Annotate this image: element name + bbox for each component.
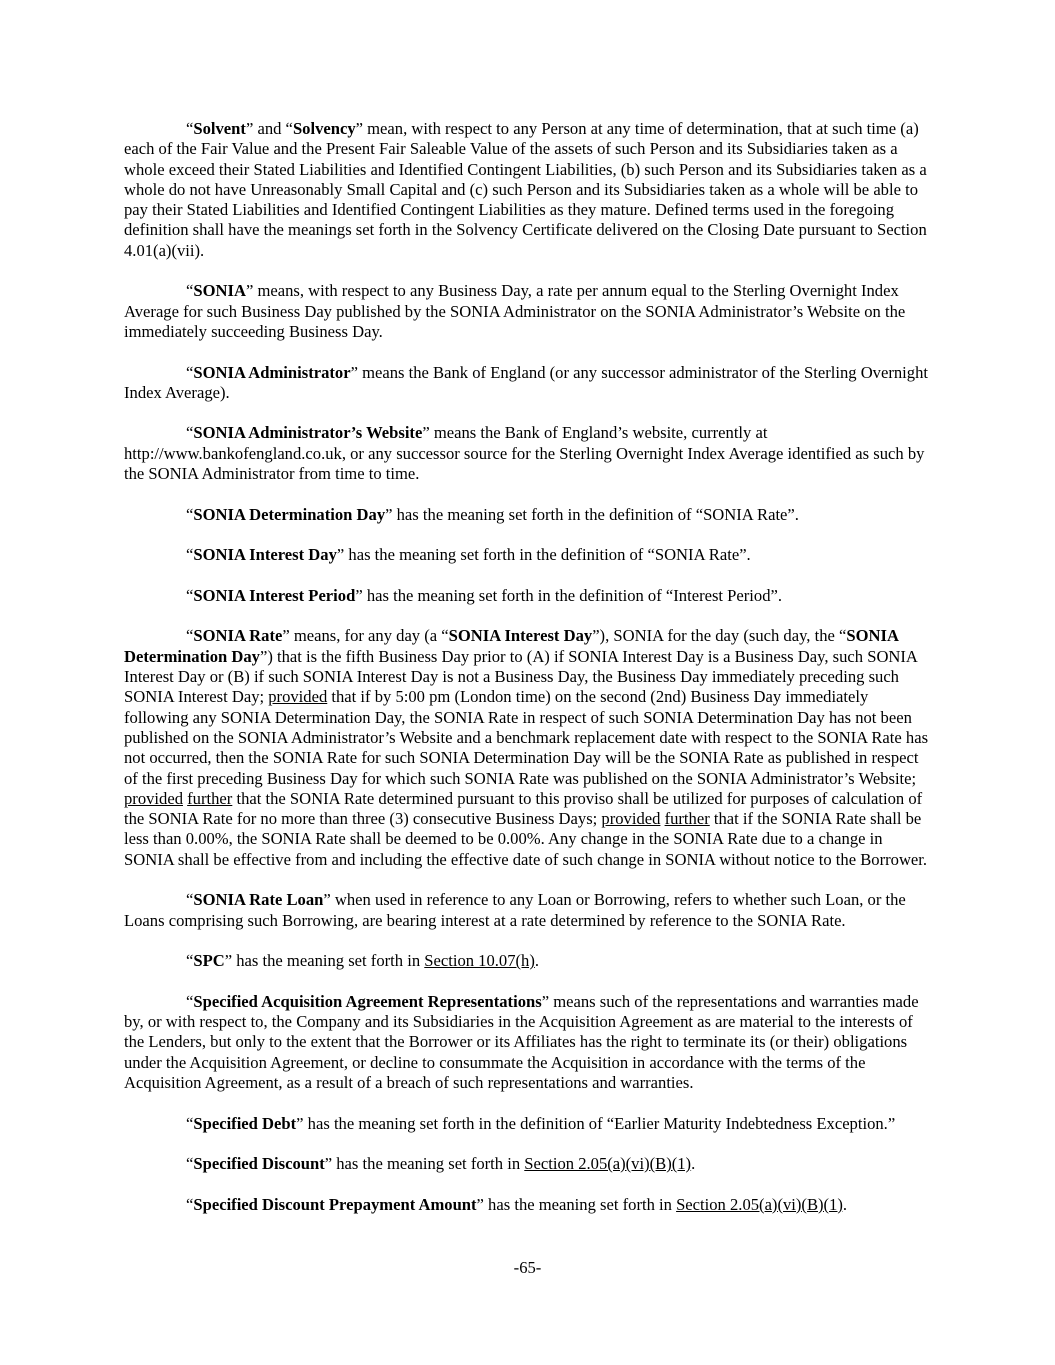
text-run: that if by 5:00 pm (London time) on the second (2nd) Business Day immediately following any SONIA Determination Day, the SONIA Rate in respect of such SONIA Determination Day has not been published on the SONIA Administrator’s Website and a benchmark replacement date with respect to the SONIA Rate has not occurred, then the SONIA Rate for such SONIA Determination Day will be the SONIA Rate as published in respect of the first preceding Business Day for which such SONIA Rate was published on the SONIA Administrator’s Website;: [124, 687, 929, 788]
text-run: provided: [268, 687, 328, 707]
text-run: SONIA Rate Loan: [193, 890, 324, 910]
definition-sonia-interest-period: [124, 586, 931, 606]
text-run: “: [186, 626, 194, 646]
definition-solvent: [124, 119, 931, 261]
text-run: “: [186, 119, 194, 138]
text-run: ”) that is the fifth Business Day prior to (A) if SONIA Interest Day is a Business Day, such SONIA Interest Day or (B) if such SONIA Interest Day is not a Business Day, the Business Day immediately preceding such SONIA Interest Day;: [124, 646, 918, 707]
text-run: Specified Acquisition Agreement Representations: [193, 991, 542, 1011]
text-run: SONIA Interest Day: [448, 626, 593, 646]
text-run: ” has the meaning set forth in: [324, 1154, 525, 1174]
definition-sonia-administrators-website: [124, 423, 931, 484]
text-run: “: [186, 1113, 194, 1133]
definition-sonia-administrator: [124, 363, 931, 404]
text-run: ”), SONIA for the day (such day, the “: [592, 626, 847, 646]
text-run: ” has the meaning set forth in the definition of “SONIA Rate”.: [336, 545, 751, 565]
definition-specified-discount: [124, 1154, 931, 1174]
text-run: Specified Debt: [193, 1113, 297, 1133]
definition-sonia-determination-day: [124, 505, 931, 525]
text-run: “: [186, 890, 194, 910]
text-run: “: [186, 1154, 194, 1174]
text-run: ” means, for any day (a “: [282, 626, 449, 646]
text-run: SONIA Determination Day: [193, 504, 386, 524]
text-run: “: [186, 545, 194, 565]
text-run: ” when used in reference to any Loan or Borrowing, refers to whether such Loan, or the Loans comprising such Borrowing, are bearing interest at a rate determined by reference to the SONIA Rate.: [124, 890, 906, 930]
text-run: ” has the meaning set forth in: [476, 1194, 677, 1214]
text-run: ” has the meaning set forth in the definition of “SONIA Rate”.: [385, 504, 799, 524]
text-run: .: [691, 1154, 696, 1174]
text-run: SPC: [193, 951, 225, 971]
text-run: Section 2.05(a)(vi)(B)(1): [676, 1194, 843, 1214]
text-run: Specified Discount Prepayment Amount: [193, 1194, 477, 1214]
text-run: SONIA Interest Day: [193, 545, 337, 565]
page-number: -65-: [513, 1258, 542, 1277]
text-run: ” mean, with respect to any Person at any time of determination, that at such time (a) each of the Fair Value and the Present Fair Saleable Value of the assets of such Person and its Subsidiaries taken as a whole exceed their Stated Liabilities and Identified Contingent Liabilities, (b) such Person and its Subsidiaries taken as a whole do not have Unreasonably Small Capital and (c) such Person and its Subsidiaries taken as a whole will be able to pay their Stated Liabilities and Identified Contingent Liabilities as they mature. Defined terms used in the foregoing definition shall have the meanings set forth in the Solvency Certificate delivered on the Closing Date pursuant to Section 4.01(a)(vii).: [124, 119, 927, 260]
text-run: that the SONIA Rate determined pursuant to this proviso shall be utilized for purposes of calculation of the SONIA Rate for no more than three (3) consecutive Business Days;: [124, 788, 923, 829]
text-run: “: [186, 362, 194, 382]
definition-spc: [124, 951, 931, 971]
text-run: Section 10.07(h): [424, 951, 535, 971]
text-run: ” has the meaning set forth in the definition of “Interest Period”.: [355, 585, 783, 605]
text-run: ” has the meaning set forth in the definition of “Earlier Maturity Indebtedness Exception.”: [296, 1113, 896, 1133]
text-run: SONIA Interest Period: [193, 585, 356, 605]
text-run: “: [186, 991, 194, 1011]
text-run: ” and “: [245, 119, 293, 138]
text-run: “: [186, 281, 194, 301]
text-run: Solvent: [193, 119, 246, 138]
definition-sonia-rate: [124, 626, 931, 870]
text-run: SONIA: [193, 281, 246, 301]
definition-sonia-rate-loan: [124, 890, 931, 931]
text-run: .: [534, 951, 540, 971]
text-run: “: [186, 951, 194, 971]
definition-specified-discount-prepayment-amount: [124, 1195, 931, 1215]
text-run: SONIA Administrator’s Website: [193, 423, 423, 443]
text-run: ” has the meaning set forth in: [224, 951, 425, 971]
text-run: ” means such of the representations and warranties made by, or with respect to, the Company and its Subsidiaries in the Acquisition Agreement as are material to the interests of the Lenders, but only to the extent that the Borrower or its Affiliates has the right to terminate its (or their) obligations under the Acquisition Agreement, or decline to consummate the Acquisition in accordance with the terms of the Acquisition Agreement, as a result of a breach of such representations and warranties.: [124, 991, 919, 1092]
definition-sonia: [124, 281, 931, 342]
text-run: Solvency: [292, 119, 356, 138]
text-run: further: [187, 788, 233, 808]
text-run: “: [186, 504, 194, 524]
text-run: SONIA Administrator: [193, 362, 351, 382]
text-run: ” means the Bank of England’s website, currently at http://www.bankofengland.co.uk, or any successor source for the Sterling Overnight Index Average identified as such by the SONIA Administrator from time to time.: [124, 423, 925, 484]
definition-specified-acquisition-agreement-representations: [124, 992, 931, 1093]
definition-sonia-interest-day: [124, 545, 931, 565]
definition-specified-debt: [124, 1114, 931, 1134]
text-run: that if the SONIA Rate shall be less than 0.00%, the SONIA Rate shall be deemed to be 0.00%. Any change in the SONIA Rate due to a change in SONIA shall be effective from and including the effective date of such change in SONIA without notice to the Borrower.: [124, 809, 928, 869]
text-run: “: [186, 423, 194, 443]
text-run: SONIA Rate: [193, 626, 283, 646]
text-run: Specified Discount: [193, 1154, 325, 1174]
text-run: provided: [124, 788, 183, 808]
text-run: SONIA Determination Day: [124, 626, 899, 666]
text-run: further: [664, 809, 710, 829]
text-run: “: [186, 1194, 194, 1214]
document-body: [124, 119, 931, 1215]
text-run: .: [842, 1194, 848, 1214]
text-run: ” means the Bank of England (or any successor administrator of the Sterling Overnight Index Average).: [124, 362, 928, 402]
text-run: ” means, with respect to any Business Day, a rate per annum equal to the Sterling Overnight Index Average for such Business Day published by the SONIA Administrator on the SONIA Administrator’s Website on the immediately succeeding Business Day.: [124, 281, 906, 341]
text-run: Section 2.05(a)(vi)(B)(1): [524, 1154, 692, 1174]
text-run: “: [186, 585, 194, 605]
text-run: provided: [601, 809, 661, 829]
